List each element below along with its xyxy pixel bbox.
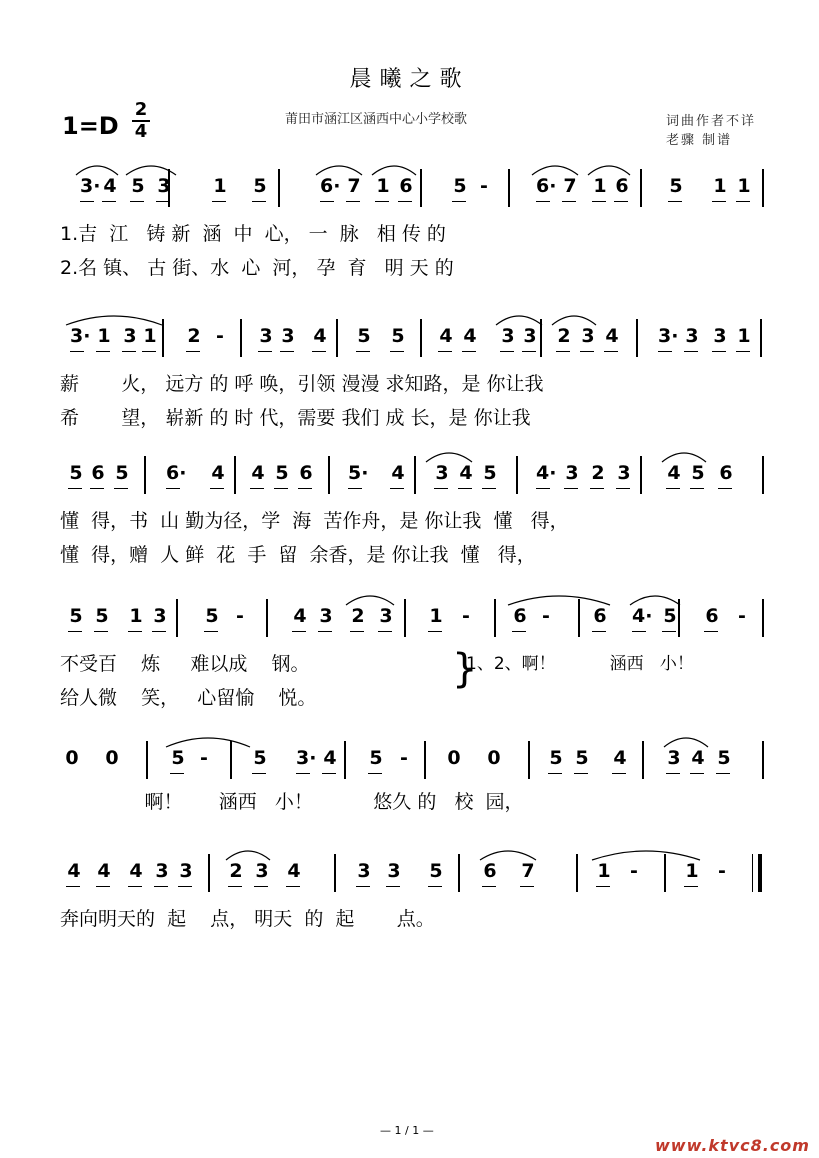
note-underline (102, 201, 116, 202)
note: 3 (255, 860, 269, 882)
note: 4 (605, 325, 619, 347)
lyrics-verse-1: 不受百 炼 难以成 钢。 (60, 653, 310, 675)
note: 0 (65, 747, 79, 769)
note-underline (536, 201, 550, 202)
slur (496, 316, 542, 325)
note-underline (662, 631, 676, 632)
note-underline (210, 488, 224, 489)
note-underline (356, 886, 370, 887)
note: 4 (129, 860, 143, 882)
note: 3 (685, 325, 699, 347)
note-underline (68, 631, 82, 632)
note: 3 (319, 605, 333, 627)
note: 1 (737, 175, 751, 197)
note-underline (96, 351, 110, 352)
note-underline (718, 488, 732, 489)
slur (588, 166, 630, 175)
note-underline (70, 351, 84, 352)
slur-arcs (0, 838, 819, 868)
note: 3 (501, 325, 515, 347)
note: 4 (691, 747, 705, 769)
slur (226, 851, 270, 860)
note: 3· (658, 325, 679, 347)
note-underline (296, 773, 310, 774)
note: 4 (287, 860, 301, 882)
lyrics-verse-1: 啊！ 涵西 小！ 悠久 的 校 园， (60, 791, 524, 813)
note-underline (390, 488, 404, 489)
note-underline (590, 488, 604, 489)
note: 6· (166, 462, 187, 484)
note: 1 (376, 175, 390, 197)
note: - (542, 605, 550, 627)
note: 6· (320, 175, 341, 197)
note: 5 (691, 462, 705, 484)
note-underline (298, 488, 312, 489)
note: 5 (669, 175, 683, 197)
note: 3 (123, 325, 137, 347)
note: 5 (69, 462, 83, 484)
key-signature: 1=D (62, 112, 119, 140)
note-underline (434, 488, 448, 489)
lyrics-verse-1: 1.吉 江 铸 新 涵 中 心， 一 脉 相 传 的 (60, 223, 446, 245)
note: 3 (157, 175, 171, 197)
slur (508, 596, 610, 605)
note-underline (94, 631, 108, 632)
note: 6· (536, 175, 557, 197)
note-underline (292, 631, 306, 632)
note-underline (562, 201, 576, 202)
note-underline (616, 488, 630, 489)
note: 5 (69, 605, 83, 627)
site-watermark: www.ktvc8.com (655, 1136, 810, 1155)
note-underline (398, 201, 412, 202)
note-underline (252, 773, 266, 774)
note-underline (228, 886, 242, 887)
note: 3 (357, 860, 371, 882)
note: 7 (563, 175, 577, 197)
note: 3 (713, 325, 727, 347)
note-underline (548, 773, 562, 774)
note-underline (522, 351, 536, 352)
note-underline (348, 488, 362, 489)
slur-arcs (0, 583, 819, 613)
note-underline (154, 886, 168, 887)
credit-arranger: 老骤 制谱 (666, 133, 733, 148)
note-underline (170, 773, 184, 774)
note: 6 (593, 605, 607, 627)
note: - (630, 860, 638, 882)
note-underline (658, 351, 672, 352)
note: 5 (429, 860, 443, 882)
note: 6 (719, 462, 733, 484)
note: 4 (613, 747, 627, 769)
note-underline (186, 351, 200, 352)
note-underline (612, 773, 626, 774)
note-underline (378, 631, 392, 632)
note-underline (280, 351, 294, 352)
note-underline (286, 886, 300, 887)
note: 3 (565, 462, 579, 484)
note: 5 (357, 325, 371, 347)
note-underline (254, 886, 268, 887)
note-underline (690, 488, 704, 489)
note-underline (128, 631, 142, 632)
note: 6 (299, 462, 313, 484)
note: 4 (313, 325, 327, 347)
note: 5· (348, 462, 369, 484)
credit-composer: 词曲作者不详 (666, 114, 757, 129)
note: 3· (80, 175, 101, 197)
note: 0 (487, 747, 501, 769)
note: 5 (369, 747, 383, 769)
time-signature (130, 100, 152, 142)
slur (166, 738, 250, 747)
lyrics-verse-1: 懂 得，书 山 勤为径，学 海 苦作舟，是 你让我 懂 得， (60, 510, 569, 532)
slur (316, 166, 362, 175)
lyrics-verse-2: 懂 得，赠 人 鲜 花 手 留 余香，是 你让我 懂 得， (60, 544, 536, 566)
note: 3 (155, 860, 169, 882)
note-underline (156, 201, 170, 202)
note: 4 (293, 605, 307, 627)
note-underline (322, 773, 336, 774)
note-underline (520, 886, 534, 887)
note-underline (96, 886, 110, 887)
note: 1 (713, 175, 727, 197)
note-underline (712, 201, 726, 202)
note-underline (604, 351, 618, 352)
note: - (400, 747, 408, 769)
lyrics-verse-1: 奔向明天的 起 点， 明天 的 起 点。 (60, 908, 435, 930)
note: 6 (91, 462, 105, 484)
note: 2 (187, 325, 201, 347)
note-underline (536, 488, 550, 489)
slur (552, 316, 596, 325)
note-underline (592, 631, 606, 632)
note: 3 (617, 462, 631, 484)
slur-arcs (0, 303, 819, 333)
note-underline (204, 631, 218, 632)
note: 4 (439, 325, 453, 347)
note-underline (596, 886, 610, 887)
note: 3 (259, 325, 273, 347)
slur (592, 851, 700, 860)
lyrics-refrain: 1、2、啊！ 涵西 小！ (466, 654, 694, 674)
note-underline (346, 201, 360, 202)
note: 1 (213, 175, 227, 197)
note: 3 (379, 605, 393, 627)
note-underline (592, 201, 606, 202)
note: 5 (253, 175, 267, 197)
slur (372, 166, 416, 175)
note-underline (666, 773, 680, 774)
note-underline (736, 351, 750, 352)
note-underline (312, 351, 326, 352)
note: 6 (513, 605, 527, 627)
note: 3 (435, 462, 449, 484)
note-underline (320, 201, 334, 202)
note: 5 (717, 747, 731, 769)
note: 4 (251, 462, 265, 484)
note: 5 (663, 605, 677, 627)
note: 3 (523, 325, 537, 347)
note: 4· (632, 605, 653, 627)
note: 5 (391, 325, 405, 347)
slur (664, 738, 708, 747)
note: 1 (129, 605, 143, 627)
note-underline (152, 631, 166, 632)
note-underline (274, 488, 288, 489)
note: 4 (103, 175, 117, 197)
note: 3· (70, 325, 91, 347)
note-underline (512, 631, 526, 632)
note: 1 (685, 860, 699, 882)
note-underline (68, 488, 82, 489)
note-underline (386, 886, 400, 887)
note: 6 (615, 175, 629, 197)
slur (66, 316, 162, 325)
lyrics-verse-2: 2.名 镇、 古 街、水 心 河， 孕 育 明 天 的 (60, 257, 454, 279)
note: 5 (95, 605, 109, 627)
note-underline (428, 631, 442, 632)
note: 0 (105, 747, 119, 769)
note-underline (80, 201, 94, 202)
note: 2 (557, 325, 571, 347)
note: 6 (483, 860, 497, 882)
slur (630, 596, 680, 605)
note-underline (684, 351, 698, 352)
subtitle: 莆田市涵江区涵西中心小学校歌 (285, 112, 468, 127)
note-underline (258, 351, 272, 352)
lyrics-verse-1: 薪 火， 远方 的 呼 唤，引领 漫漫 求知路，是 你让我 (60, 373, 544, 395)
score-title: 晨曦之歌 (349, 67, 470, 92)
note: 7 (347, 175, 361, 197)
note: 4 (67, 860, 81, 882)
note: 1 (597, 860, 611, 882)
lyrics-verse-2: 给人微 笑， 心留愉 悦。 (60, 687, 317, 709)
note-underline (318, 631, 332, 632)
note: 5 (115, 462, 129, 484)
brace: } (452, 646, 478, 692)
note-underline (90, 488, 104, 489)
note: 5 (205, 605, 219, 627)
note: 1 (429, 605, 443, 627)
note: 7 (521, 860, 535, 882)
page-footer: — 1 / 1 — (380, 1124, 434, 1137)
note: 2 (229, 860, 243, 882)
note-underline (716, 773, 730, 774)
note-underline (130, 201, 144, 202)
note-underline (128, 886, 142, 887)
note: 2 (351, 605, 365, 627)
note-underline (712, 351, 726, 352)
note: 3 (281, 325, 295, 347)
note: - (480, 175, 488, 197)
note: 4 (97, 860, 111, 882)
slur (76, 166, 118, 175)
note: 5 (575, 747, 589, 769)
note: - (718, 860, 726, 882)
note: 5 (453, 175, 467, 197)
slur-arcs (0, 153, 819, 183)
note-underline (212, 201, 226, 202)
note: - (462, 605, 470, 627)
note-underline (122, 351, 136, 352)
note: 4 (463, 325, 477, 347)
slur-arcs (0, 725, 819, 755)
note-underline (178, 886, 192, 887)
note: - (200, 747, 208, 769)
note-underline (114, 488, 128, 489)
note-underline (564, 488, 578, 489)
note-underline (428, 886, 442, 887)
slur-arcs (0, 440, 819, 470)
note: - (236, 605, 244, 627)
note-underline (350, 631, 364, 632)
note-underline (684, 886, 698, 887)
note: 6 (399, 175, 413, 197)
slur (532, 166, 578, 175)
note-underline (482, 488, 496, 489)
note-underline (438, 351, 452, 352)
note-underline (614, 201, 628, 202)
note-underline (704, 631, 718, 632)
note-underline (250, 488, 264, 489)
slur (662, 453, 706, 462)
note-underline (668, 201, 682, 202)
note-underline (690, 773, 704, 774)
note-underline (368, 773, 382, 774)
note: 0 (447, 747, 461, 769)
note: 5 (483, 462, 497, 484)
note-underline (500, 351, 514, 352)
note: 3 (667, 747, 681, 769)
note: 1 (143, 325, 157, 347)
note-underline (556, 351, 570, 352)
note-underline (356, 351, 370, 352)
slur (426, 453, 472, 462)
note: 1 (97, 325, 111, 347)
note-underline (66, 886, 80, 887)
note: 5 (275, 462, 289, 484)
lyrics-verse-2: 希 望， 崭新 的 时 代，需要 我们 成 长，是 你让我 (60, 407, 531, 429)
note-underline (390, 351, 404, 352)
note: 3· (296, 747, 317, 769)
time-top: 2 (134, 99, 148, 120)
note-underline (736, 201, 750, 202)
note: 5 (171, 747, 185, 769)
slur (480, 851, 536, 860)
note: 3 (153, 605, 167, 627)
note-underline (142, 351, 156, 352)
note-underline (482, 886, 496, 887)
note: 3 (387, 860, 401, 882)
time-bottom: 4 (134, 121, 148, 142)
slur (126, 166, 176, 175)
note-underline (458, 488, 472, 489)
note: 2 (591, 462, 605, 484)
note-underline (462, 351, 476, 352)
note: 4 (459, 462, 473, 484)
note: 4 (211, 462, 225, 484)
note-underline (375, 201, 389, 202)
note: 3 (581, 325, 595, 347)
note-underline (166, 488, 180, 489)
note: 5 (549, 747, 563, 769)
note: 4· (536, 462, 557, 484)
note: 5 (253, 747, 267, 769)
note: 6 (705, 605, 719, 627)
note-underline (580, 351, 594, 352)
note-underline (632, 631, 646, 632)
note: 4 (391, 462, 405, 484)
note-underline (452, 201, 466, 202)
note: - (216, 325, 224, 347)
note: 1 (593, 175, 607, 197)
note-underline (574, 773, 588, 774)
note-underline (252, 201, 266, 202)
note: 3 (179, 860, 193, 882)
note: 5 (131, 175, 145, 197)
note: 4 (667, 462, 681, 484)
note-underline (666, 488, 680, 489)
note: 1 (737, 325, 751, 347)
note: - (738, 605, 746, 627)
note: 4 (323, 747, 337, 769)
slur (346, 596, 394, 605)
